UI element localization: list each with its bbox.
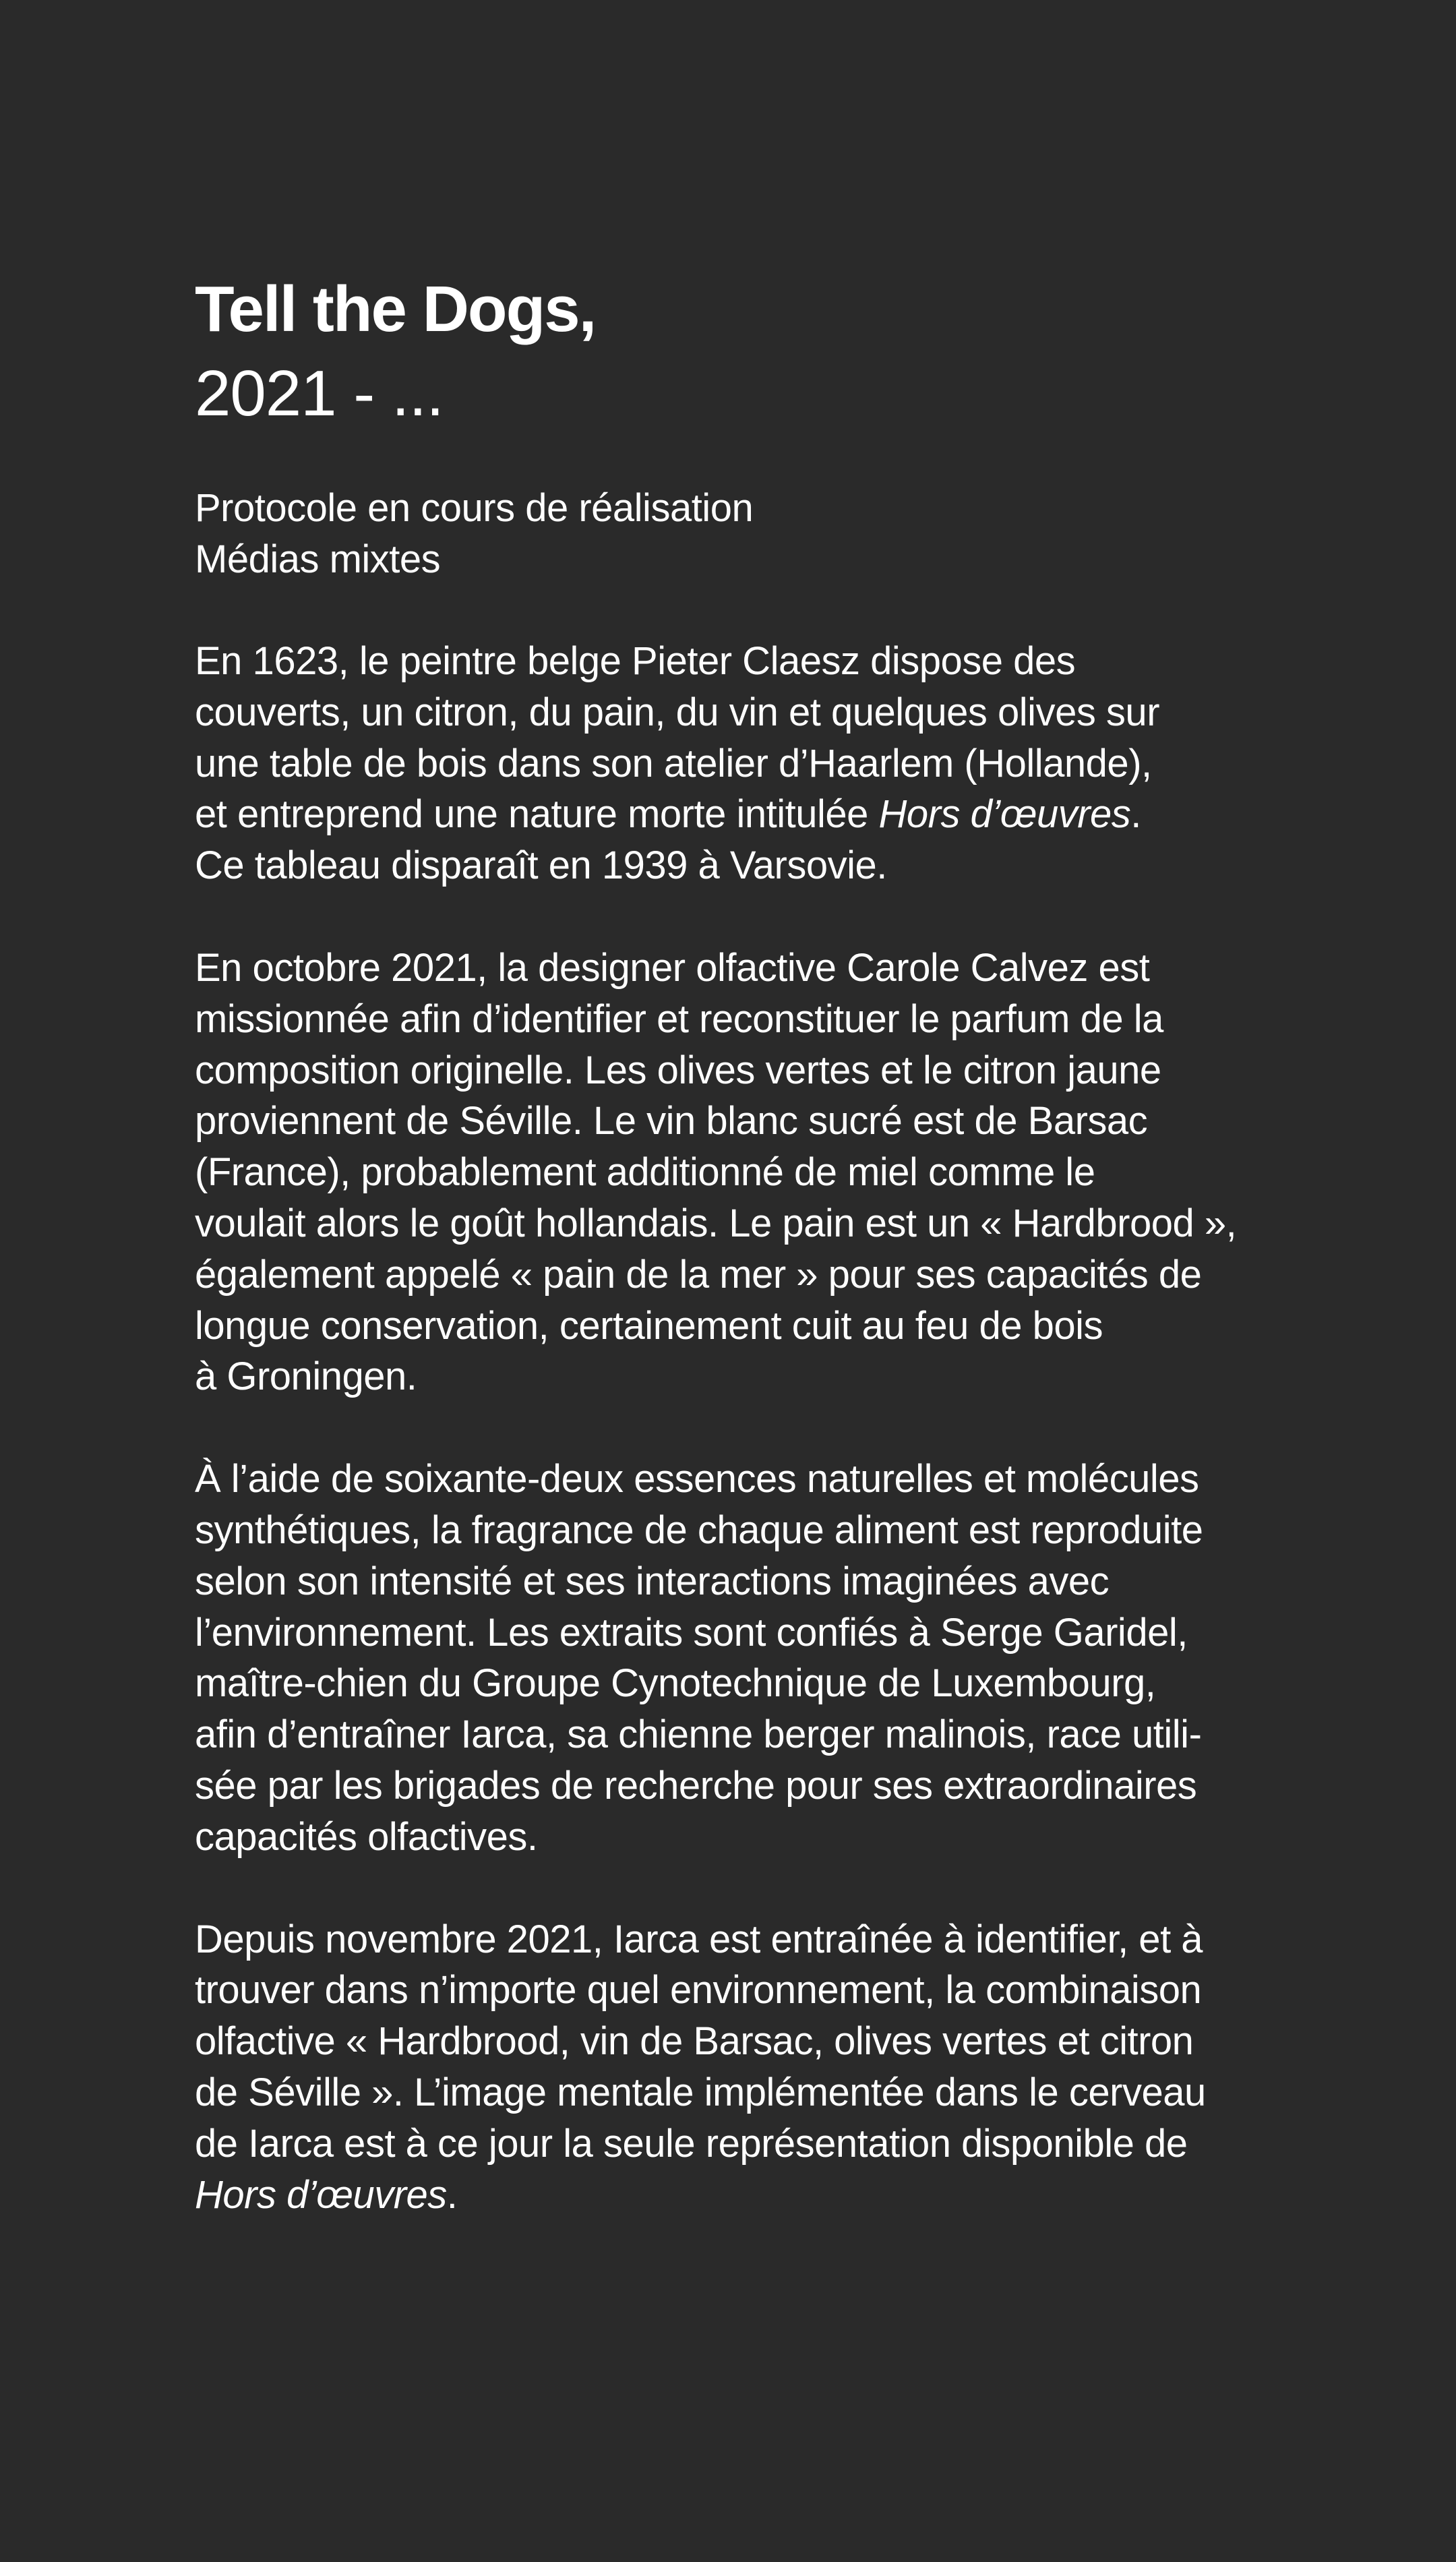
paragraph-line: missionnée afin d’identifier et reconstituer le parfum de la xyxy=(195,996,1163,1041)
paragraph-line: synthétiques, la fragrance de chaque aliment est reproduite xyxy=(195,1508,1203,1552)
text-run: . xyxy=(1130,792,1141,837)
text-run: et entreprend une nature morte intitulée xyxy=(195,792,879,837)
artwork-reference-italic: Hors d’œuvres xyxy=(878,792,1131,837)
paragraph-history xyxy=(195,636,1287,891)
paragraph-line: l’environnement. Les extraits sont confiés à Serge Garidel, xyxy=(195,1610,1188,1655)
artwork-medium: Médias mixtes xyxy=(195,537,441,581)
paragraph-line: Ce tableau disparaît en 1939 à Varsovie. xyxy=(195,843,887,888)
paragraph-line: maître-chien du Groupe Cynotechnique de Luxembourg, xyxy=(195,1661,1156,1706)
paragraph-line: une table de bois dans son atelier d’Haarlem (Hollande), xyxy=(195,741,1152,785)
paragraph-line: également appelé « pain de la mer » pour ses capacités de xyxy=(195,1252,1202,1297)
paragraph-line: composition originelle. Les olives vertes et le citron jaune xyxy=(195,1048,1161,1092)
artwork-title: Tell the Dogs, xyxy=(195,273,596,345)
artwork-years: 2021 - ... xyxy=(195,357,444,429)
paragraph-line: Depuis novembre 2021, Iarca est entraînée à identifier, et à xyxy=(195,1917,1203,1961)
paragraph-line: voulait alors le goût hollandais. Le pain est un « Hardbrood », xyxy=(195,1201,1237,1245)
paragraph-line: de Séville ». L’image mentale implémentée dans le cerveau xyxy=(195,2070,1206,2114)
paragraph-line xyxy=(195,2170,1287,2221)
paragraph-training xyxy=(195,1454,1287,1862)
paragraph-line: couverts, un citron, du pain, du vin et quelques olives sur xyxy=(195,690,1160,734)
paragraph-reconstruction xyxy=(195,943,1287,1402)
paragraph-line: selon son intensité et ses interactions imaginées avec xyxy=(195,1559,1110,1603)
paragraph-line: capacités olfactives. xyxy=(195,1814,538,1859)
paragraph-line xyxy=(195,789,1287,840)
artwork-status: Protocole en cours de réalisation xyxy=(195,486,754,530)
paragraph-line: En octobre 2021, la designer olfactive Carole Calvez est xyxy=(195,945,1150,990)
paragraph-conclusion xyxy=(195,1914,1287,2221)
artwork-reference-italic: Hors d’œuvres xyxy=(195,2172,447,2217)
paragraph-line: à Groningen. xyxy=(195,1354,417,1399)
paragraph-line: olfactive « Hardbrood, vin de Barsac, olives vertes et citron xyxy=(195,2019,1194,2064)
paragraph-line: proviennent de Séville. Le vin blanc sucré est de Barsac xyxy=(195,1099,1148,1143)
paragraph-line: À l’aide de soixante-deux essences naturelles et molécules xyxy=(195,1457,1199,1501)
text-run: . xyxy=(446,2172,458,2217)
paragraph-line: longue conservation, certainement cuit au feu de bois xyxy=(195,1303,1103,1348)
paragraph-line: En 1623, le peintre belge Pieter Claesz dispose des xyxy=(195,639,1076,683)
artwork-meta xyxy=(195,483,1287,585)
paragraph-line: sée par les brigades de recherche pour ses extraordinaires xyxy=(195,1763,1197,1808)
paragraph-line: afin d’entraîner Iarca, sa chienne berger malinois, race utili- xyxy=(195,1712,1202,1757)
artwork-text xyxy=(195,267,1287,2220)
paragraph-line: (France), probablement additionné de miel comme le xyxy=(195,1150,1095,1195)
paragraph-line: trouver dans n’importe quel environnement, la combinaison xyxy=(195,1968,1202,2013)
paragraph-line: de Iarca est à ce jour la seule représentation disponible de xyxy=(195,2121,1188,2166)
